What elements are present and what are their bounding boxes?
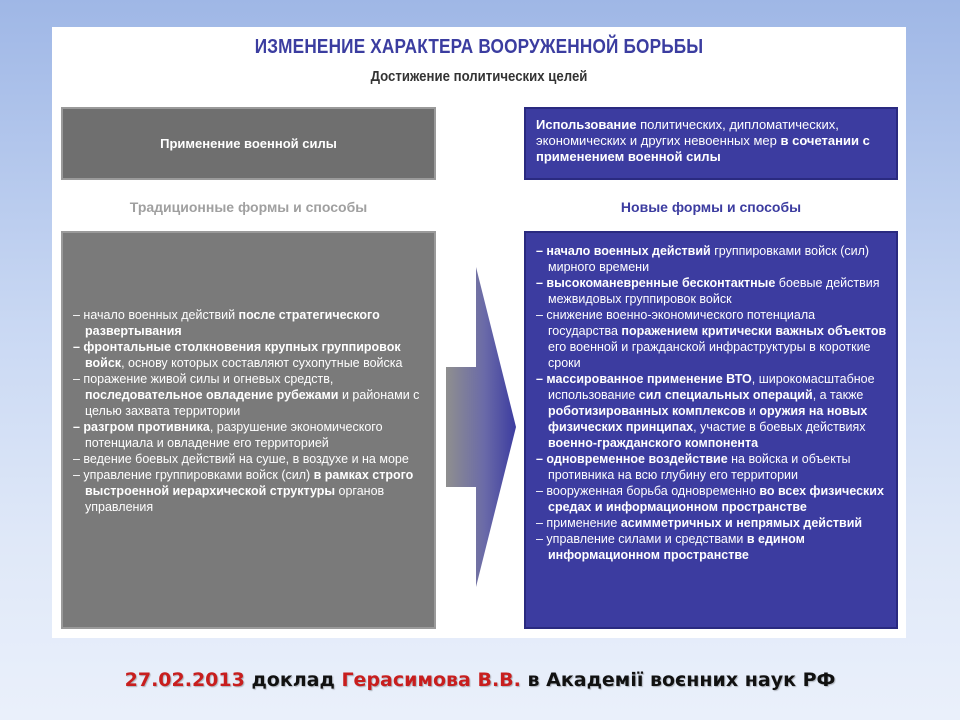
bold-text: последовательное овладение рубежами bbox=[85, 388, 339, 402]
new-header-box bbox=[524, 107, 898, 180]
bold-text: в едином информационном пространстве bbox=[548, 532, 805, 562]
source-caption bbox=[60, 667, 900, 693]
list-item bbox=[536, 307, 888, 371]
bold-text: Использование bbox=[536, 117, 637, 132]
text: , основу которых составляют сухопутные войска bbox=[121, 356, 403, 370]
list-item bbox=[73, 339, 426, 371]
bold-text: роботизированных комплексов bbox=[548, 404, 746, 418]
text: политических, дипломатических, экономических и других невоенных мер bbox=[536, 117, 839, 148]
text: органов управления bbox=[85, 484, 385, 514]
list-item bbox=[536, 275, 888, 307]
traditional-label: Традиционные формы и способы bbox=[129, 199, 368, 215]
caption-text-1: доклад bbox=[244, 669, 342, 691]
list-item bbox=[536, 483, 888, 515]
transition-arrow-icon bbox=[446, 267, 516, 587]
bold-text: – разгром противника bbox=[73, 420, 210, 434]
diagram-title: ИЗМЕНЕНИЕ ХАРАКТЕРА ВООРУЖЕННОЙ БОРЬБЫ bbox=[254, 36, 704, 58]
diagram-panel bbox=[52, 27, 906, 638]
text: – поражение живой силы и огневых средств, bbox=[73, 372, 334, 386]
traditional-header-box bbox=[61, 107, 436, 180]
caption-name: Герасимова В.В. bbox=[341, 669, 521, 691]
text: – применение bbox=[536, 516, 621, 530]
bold-text: оружия на новых физических принципах bbox=[548, 404, 868, 434]
text: его военной и гражданской инфраструктуры в короткие сроки bbox=[548, 340, 871, 370]
list-item bbox=[73, 371, 426, 419]
new-list-box bbox=[524, 231, 898, 629]
list-item bbox=[73, 451, 426, 467]
list-item bbox=[73, 467, 426, 515]
text: – начало военных действий bbox=[73, 308, 239, 322]
text: боевые действия межвидовых группировок войск bbox=[548, 276, 880, 306]
list-item bbox=[73, 419, 426, 451]
bold-text: в рамках строго выстроенной иерархической структуры bbox=[85, 468, 414, 498]
diagram-subtitle: Достижение политических целей bbox=[370, 68, 588, 85]
bold-text: после стратегического развертывания bbox=[85, 308, 380, 338]
traditional-header-text: Применение военной силы bbox=[160, 136, 337, 151]
text: и bbox=[745, 404, 760, 418]
bold-text: сил специальных операций bbox=[638, 388, 813, 402]
traditional-list-box bbox=[61, 231, 436, 629]
text: – снижение военно-экономического потенциала государства bbox=[536, 308, 816, 338]
bold-text: – массированное применение ВТО bbox=[536, 372, 752, 386]
bold-text: во всех физических средах и информационном пространстве bbox=[548, 484, 884, 514]
list-item bbox=[536, 515, 888, 531]
new-header-text bbox=[536, 117, 886, 165]
list-item bbox=[536, 451, 888, 483]
list-item bbox=[536, 371, 888, 451]
bold-text: асимметричных и непрямых действий bbox=[620, 516, 863, 530]
bold-text: военно-гражданского компонента bbox=[548, 436, 759, 450]
text: и районами с целью захвата территории bbox=[85, 388, 420, 418]
bold-text: – начало военных действий bbox=[536, 244, 711, 258]
bold-text: – фронтальные столкновения крупных группировок войск bbox=[73, 340, 401, 370]
text: группировками войск (сил) мирного времени bbox=[548, 244, 870, 274]
text: – ведение боевых действий на суше, в воздухе и на море bbox=[73, 452, 409, 466]
text: , широкомасштабное использование bbox=[548, 372, 875, 402]
text: , а также bbox=[812, 388, 864, 402]
bold-text: поражением критически важных объектов bbox=[621, 324, 887, 338]
bold-text: – одновременное воздействие bbox=[536, 452, 728, 466]
text: , разрушение экономического потенциала и овладение его территорией bbox=[85, 420, 383, 450]
new-label: Новые формы и способы bbox=[620, 199, 802, 215]
list-item bbox=[536, 531, 888, 563]
text: , участие в боевых действиях bbox=[693, 420, 866, 434]
list-item bbox=[536, 243, 888, 275]
text: на войска и объекты противника на всю глубину его территории bbox=[548, 452, 851, 482]
caption-text-2: в Академії воєнних наук РФ bbox=[520, 669, 836, 691]
text: – управление группировками войск (сил) bbox=[73, 468, 314, 482]
bold-text: в сочетании с применением военной силы bbox=[536, 133, 870, 164]
bold-text: – высокоманевренные бесконтактные bbox=[536, 276, 776, 290]
caption-date: 27.02.2013 bbox=[124, 669, 245, 691]
list-item bbox=[73, 307, 426, 339]
text: – вооруженная борьба одновременно bbox=[536, 484, 760, 498]
text: – управление силами и средствами bbox=[536, 532, 747, 546]
